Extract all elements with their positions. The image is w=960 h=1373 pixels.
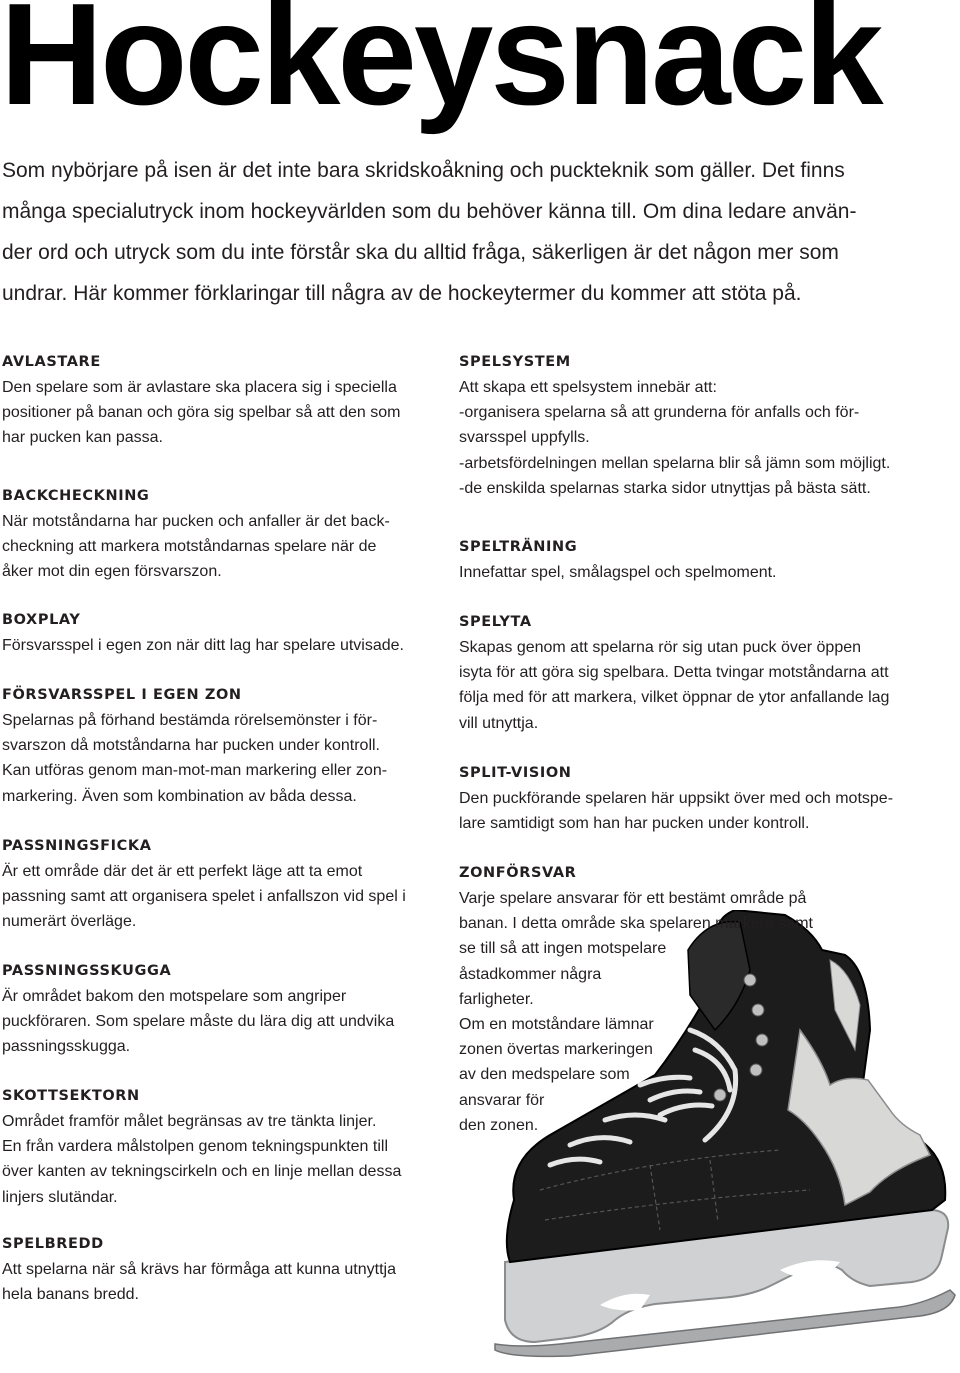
term-heading: AVLASTARE <box>2 354 101 370</box>
intro-paragraph <box>2 150 927 314</box>
intro-line: Som nybörjare på isen är det inte bara skridskoåkning och puckteknik som gäller. Det finns <box>2 159 845 182</box>
term-text: har pucken kan passa. <box>2 429 163 447</box>
term-text: ansvarar för <box>459 1091 545 1109</box>
intro-line: undrar. Här kommer förklaringar till några av de hockeytermer du kommer att stöta på. <box>2 282 802 305</box>
term-heading: PASSNINGSSKUGGA <box>2 963 172 979</box>
term-text: Området framför målet begränsas av tre tänkta linjer. <box>2 1113 377 1130</box>
term-zonforsvar <box>459 861 939 1138</box>
right-column <box>459 350 939 1138</box>
term-heading: BOXPLAY <box>2 612 81 628</box>
term-text: Den spelare som är avlastare ska placera sig i speciella <box>2 379 397 396</box>
term-boxplay <box>2 608 432 683</box>
term-split-vision <box>459 761 939 861</box>
term-heading: BACKCHECKNING <box>2 488 150 504</box>
term-text: numerärt överläge. <box>2 913 137 931</box>
term-text: passning samt att organisera spelet i anfallszon vid spel i <box>2 888 406 906</box>
term-speltraning <box>459 535 939 610</box>
term-text: följa med för att markera, vilket öppnar de ytor anfallande lag <box>459 689 890 707</box>
term-text: svarsspel uppfylls. <box>459 429 590 447</box>
term-backcheckning <box>2 484 432 608</box>
term-text: -arbetsfördelningen mellan spelarna blir så jämn som möjligt. <box>459 454 891 472</box>
term-text: När motståndarna har pucken och anfaller är det back- <box>2 513 390 530</box>
term-spelsystem <box>459 350 939 535</box>
term-text: Försvarsspel i egen zon när ditt lag har spelare utvisade. <box>2 637 404 654</box>
term-heading: SPELTRÄNING <box>459 539 578 555</box>
intro-line: der ord och utryck som du inte förstår ska du alltid fråga, säkerligen är det någon mer som <box>2 241 839 264</box>
term-text: över kanten av tekningscirkeln och en linje mellan dessa <box>2 1163 402 1181</box>
term-text: hela banans bredd. <box>2 1286 139 1304</box>
term-passningsskugga <box>2 959 432 1084</box>
intro-line: många specialutryck inom hockeyvärlden som du behöver känna till. Om dina ledare använ- <box>2 200 857 223</box>
term-text: Skapas genom att spelarna rör sig utan puck över öppen <box>459 639 862 656</box>
term-text: Varje spelare ansvarar för ett bestämt område på <box>459 890 807 907</box>
term-heading: SPELSYSTEM <box>459 354 571 370</box>
term-text: den zonen. <box>459 1116 539 1134</box>
term-heading: SPLIT-VISION <box>459 765 572 781</box>
term-heading: ZONFÖRSVAR <box>459 865 577 881</box>
term-text: Spelarnas på förhand bestämda rörelsemönster i för- <box>2 712 378 729</box>
page-title: Hockeysnack <box>0 0 881 135</box>
term-text: puckföraren. Som spelare måste du lära dig att undvika <box>2 1013 395 1031</box>
term-text: av den medspelare som <box>459 1066 630 1084</box>
term-text: lare samtidigt som han har pucken under kontroll. <box>459 815 810 833</box>
term-text: passningsskugga. <box>2 1038 131 1056</box>
term-text: Att skapa ett spelsystem innebär att: <box>459 379 717 396</box>
term-text: Kan utföras genom man-mot-man markering eller zon- <box>2 762 388 780</box>
term-heading: SPELYTA <box>459 614 532 630</box>
term-text: isyta för att göra sig spelbara. Detta tvingar motståndarna att <box>459 664 889 682</box>
term-text: svarszon då motståndarna har pucken under kontroll. <box>2 737 380 755</box>
term-text: vill utnyttja. <box>459 714 539 732</box>
term-text: checkning att markera motståndarnas spelare när de <box>2 538 377 556</box>
term-text: -organisera spelarna så att grunderna för anfalls och för- <box>459 404 860 422</box>
term-text: zonen övertas markeringen <box>459 1041 653 1059</box>
left-column <box>2 350 432 1210</box>
term-text: banan. I detta område ska spelaren markera samt <box>459 915 813 933</box>
term-text: markering. Även som kombination av båda dessa. <box>2 787 357 805</box>
term-text: Den puckförande spelaren här uppsikt över med och motspe- <box>459 790 894 807</box>
term-passningsficka <box>2 834 432 959</box>
term-spelyta <box>459 610 939 761</box>
term-text: åker mot din egen försvarszon. <box>2 563 222 581</box>
term-heading: PASSNINGSFICKA <box>2 838 152 854</box>
term-text: farligheter. <box>459 990 534 1008</box>
term-text: Innefattar spel, smålagspel och spelmoment. <box>459 564 777 581</box>
term-heading: FÖRSVARSSPEL I EGEN ZON <box>2 687 242 703</box>
term-forsvarsspel-i-egen-zon <box>2 683 432 834</box>
term-text: Är området bakom den motspelare som angriper <box>2 988 347 1005</box>
term-text: linjers slutändar. <box>2 1188 118 1206</box>
term-text: Om en motståndare lämnar <box>459 1016 654 1034</box>
term-text: Är ett område där det är ett perfekt läge att ta emot <box>2 863 363 880</box>
term-text: En från vardera målstolpen genom tekningspunkten till <box>2 1138 388 1156</box>
term-text: positioner på banan och göra sig spelbar så att den som <box>2 404 401 422</box>
term-skottsektorn <box>2 1084 432 1210</box>
term-avlastare <box>2 350 432 484</box>
term-text: se till så att ingen motspelare <box>459 940 667 958</box>
term-text: åstadkommer några <box>459 965 602 983</box>
term-heading: SKOTTSEKTORN <box>2 1088 140 1104</box>
term-spelbredd <box>2 1232 432 1307</box>
term-text: Att spelarna när så krävs har förmåga att kunna utnyttja <box>2 1261 396 1278</box>
term-heading: SPELBREDD <box>2 1236 104 1252</box>
term-text: -de enskilda spelarnas starka sidor utnyttjas på bästa sätt. <box>459 479 871 497</box>
